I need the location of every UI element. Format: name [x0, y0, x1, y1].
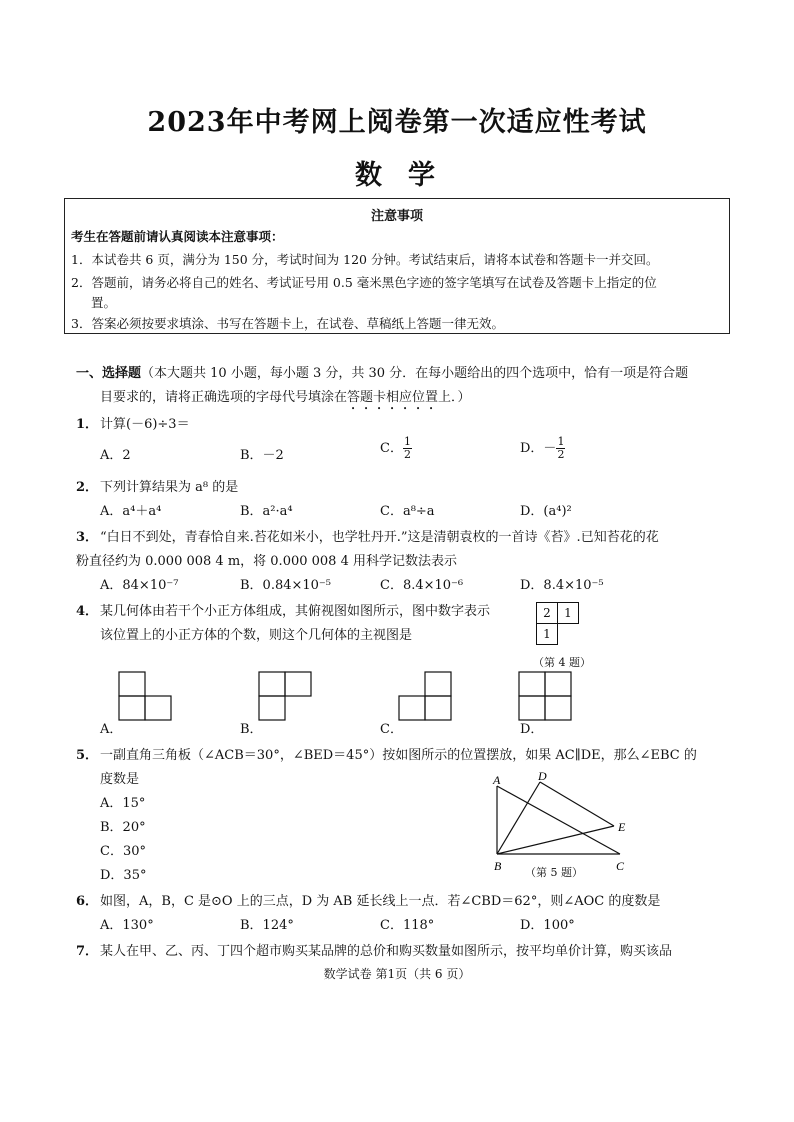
q1-c-denominator: 2 [403, 448, 411, 461]
q1-c-numerator: 1 [403, 435, 411, 448]
q1-option-d-label: D．－ [520, 441, 557, 456]
q6-option-a: A．130° [100, 918, 154, 933]
q6-option-b: B．124° [240, 918, 294, 933]
q3-line1: “白日不到处，青春恰自来.苔花如米小，也学牡丹开.”这是清朝袁枚的一首诗《苔》.已知苔花的花 [100, 530, 659, 545]
q1-option-b: B．－2 [240, 448, 284, 463]
q2-stem: 下列计算结果为 a⁸ 的是 [100, 480, 239, 495]
q5-label-a: A [493, 773, 501, 787]
notice-box [64, 198, 730, 334]
q3-option-c: C．8.4×10⁻⁶ [380, 578, 464, 593]
q5-label-e: E [618, 820, 626, 834]
q5-label-c: C [616, 859, 625, 873]
q2-option-d: D．(a⁴)² [520, 504, 572, 519]
q4-figure-b [258, 670, 318, 722]
q1-number: 1． [76, 417, 99, 432]
section-desc-1: （本大题共 10 小题，每小题 3 分，共 30 分．在每小题给出的四个选项中，恰有一项是符合题 [141, 366, 689, 381]
page-footer: 数学试卷 第1页（共 6 页） [323, 967, 471, 981]
section-desc-2b: 上．） [438, 390, 471, 405]
q2-number: 2． [76, 480, 99, 495]
q5-line2: 度数是 [100, 772, 140, 787]
q1-option-c-fraction [403, 436, 412, 461]
q4-figure-a [118, 670, 178, 722]
notice-item-1: 1．本试卷共 6 页，满分为 150 分，考试时间为 120 分钟。考试结束后，请将本试卷和答题卡一并交回。 [71, 252, 659, 267]
q1-option-d [520, 436, 565, 461]
q4-figure-c [398, 670, 458, 722]
q6-option-d: D．100° [520, 918, 575, 933]
q4-caption: （第 4 题） [533, 656, 591, 669]
q6-number: 6． [76, 894, 99, 909]
notice-title: 注意事项 [370, 209, 423, 224]
q4-option-d: D． [520, 722, 544, 737]
q1-d-denominator: 2 [557, 448, 565, 461]
q3-number: 3． [76, 530, 99, 545]
q4-top-view-grid [536, 602, 579, 645]
q4-grid-cell: 1 [558, 603, 579, 624]
q5-option-c: C．30° [100, 844, 146, 859]
section-label: 一、选择题 [76, 366, 142, 381]
q1-d-numerator: 1 [557, 435, 565, 448]
q2-option-a: A．a⁴＋a⁴ [100, 504, 162, 519]
page-title: 2023年中考网上阅卷第一次适应性考试 [147, 107, 647, 138]
notice-intro: 考生在答题前请认真阅读本注意事项： [71, 229, 284, 244]
q7-number: 7． [76, 944, 99, 959]
q4-option-c: C． [380, 722, 403, 737]
q4-line1: 某几何体由若干个小正方体组成，其俯视图如图所示，图中数字表示 [100, 604, 491, 619]
q4-option-b: B． [240, 722, 263, 737]
q5-triangle-figure [488, 768, 638, 876]
q3-option-b: B．0.84×10⁻⁵ [240, 578, 332, 593]
q1-option-c [380, 436, 412, 461]
q5-label-b: B [494, 859, 502, 873]
notice-item-2: 2．答题前，请务必将自己的姓名、考试证号用 0.5 毫米黑色字迹的签字笔填写在试卷及答题卡上指定的位 [71, 275, 657, 290]
section-desc-emph: 答题卡相应位置 [347, 390, 439, 405]
section-desc-2a: 目要求的，请将正确选项的字母代号填涂在 [100, 390, 348, 405]
section-heading [76, 362, 688, 381]
section-desc-line2 [100, 386, 471, 413]
q5-caption: （第 5 题） [525, 866, 583, 879]
notice-item-3: 3．答案必须按要求填涂、书写在答题卡上，在试卷、草稿纸上答题一律无效。 [71, 316, 504, 331]
q4-figure-d [518, 670, 578, 722]
q3-option-a: A．84×10⁻⁷ [100, 578, 179, 593]
q4-option-a: A． [100, 722, 123, 737]
q3-line2: 粉直径约为 0.000 008 4 m，将 0.000 008 4 用科学记数法表示 [76, 554, 457, 569]
q5-line1: 一副直角三角板（∠ACB＝30°，∠BED＝45°）按如图所示的位置摆放，如果 AC∥DE，那么∠EBC 的 [100, 748, 697, 763]
q6-stem: 如图，A，B，C 是⊙O 上的三点，D 为 AB 延长线上一点．若∠CBD＝62°，则∠AOC 的度数是 [100, 894, 661, 909]
q1-option-c-label: C． [380, 441, 403, 456]
q1-stem: 计算(－6)÷3＝ [100, 417, 190, 432]
q6-option-c: C．118° [380, 918, 435, 933]
q4-grid-cell: 1 [537, 624, 558, 645]
q4-line2: 该位置上的小正方体的个数，则这个几何体的主视图是 [100, 628, 413, 643]
q3-option-d: D．8.4×10⁻⁵ [520, 578, 604, 593]
q4-grid-empty [558, 624, 579, 645]
q1-option-d-fraction [556, 436, 565, 461]
q5-label-d: D [538, 769, 547, 783]
q4-grid-cell: 2 [537, 603, 558, 624]
q2-option-c: C．a⁸÷a [380, 504, 435, 519]
q2-option-b: B．a²·a⁴ [240, 504, 293, 519]
q5-option-d: D．35° [100, 868, 147, 883]
subject-title: 数学 [355, 160, 461, 191]
q5-number: 5． [76, 748, 99, 763]
q5-option-a: A．15° [100, 796, 146, 811]
q7-stem: 某人在甲、乙、丙、丁四个超市购买某品牌的总价和购买数量如图所示，按平均单价计算，购买该品 [100, 944, 673, 959]
q5-option-b: B．20° [100, 820, 146, 835]
q1-option-a: A．2 [100, 448, 131, 463]
q4-number: 4． [76, 604, 99, 619]
notice-item-2-cont: 置。 [91, 295, 117, 310]
